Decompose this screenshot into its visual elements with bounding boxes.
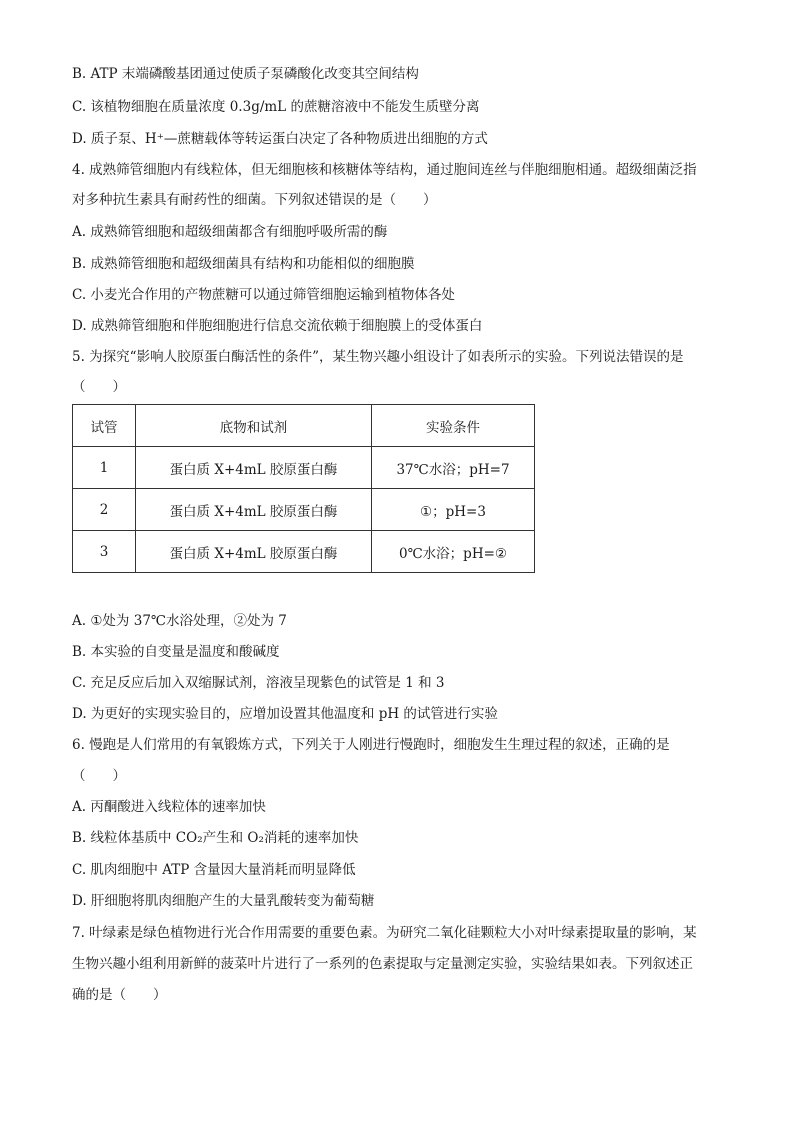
q7-stem-line1: 7. 叶绿素是绿色植物进行光合作用需要的重要色素。为研究二氧化硅颗粒大小对叶绿素提取量的影响，某 <box>72 925 697 941</box>
q6-option-b: B. 线粒体基质中 CO₂产生和 O₂消耗的速率加快 <box>72 830 359 846</box>
table-cell: 蛋白质 X+4mL 胶原蛋白酶 <box>136 489 372 531</box>
q5-option-a: A. ①处为 37℃水浴处理，②处为 7 <box>72 613 287 629</box>
table-cell: 37℃水浴；pH=7 <box>372 447 535 489</box>
table-cell: 0℃水浴；pH=② <box>372 531 535 573</box>
q7-stem-line3: 确的是（ ） <box>72 987 167 1003</box>
table-cell: 1 <box>73 447 136 489</box>
q5-option-d: D. 为更好的实现实验目的，应增加设置其他温度和 pH 的试管进行实验 <box>72 706 498 722</box>
table-header-cell: 实验条件 <box>372 405 535 447</box>
table-header-row <box>73 405 535 447</box>
q4-option-d: D. 成熟筛管细胞和伴胞细胞进行信息交流依赖于细胞膜上的受体蛋白 <box>72 318 483 334</box>
q6-option-c: C. 肌肉细胞中 ATP 含量因大量消耗而明显降低 <box>72 862 356 878</box>
q4-option-c: C. 小麦光合作用的产物蔗糖可以通过筛管细胞运输到植物体各处 <box>72 287 455 303</box>
table-row <box>73 447 535 489</box>
q6-stem-line1: 6. 慢跑是人们常用的有氧锻炼方式，下列关于人刚进行慢跑时，细胞发生生理过程的叙述，正确的是 <box>72 737 670 753</box>
prev-option-b: B. ATP 末端磷酸基团通过使质子泵磷酸化改变其空间结构 <box>72 66 419 82</box>
q6-stem-line2: （ ） <box>72 768 126 784</box>
q6-option-d: D. 肝细胞将肌肉细胞产生的大量乳酸转变为葡萄糖 <box>72 893 375 909</box>
table-header-cell: 底物和试剂 <box>136 405 372 447</box>
table-cell: 蛋白质 X+4mL 胶原蛋白酶 <box>136 531 372 573</box>
prev-option-c: C. 该植物细胞在质量浓度 0.3g/mL 的蔗糖溶液中不能发生质壁分离 <box>72 99 480 115</box>
q6-option-a: A. 丙酮酸进入线粒体的速率加快 <box>72 799 266 815</box>
table-cell: 3 <box>73 531 136 573</box>
q5-stem-line1: 5. 为探究“影响人胶原蛋白酶活性的条件”，某生物兴趣小组设计了如表所示的实验。下列说法错误的是 <box>72 349 684 365</box>
q4-stem-line1: 4. 成熟筛管细胞内有线粒体，但无细胞核和核糖体等结构，通过胞间连丝与伴胞细胞相通。超级细菌泛指 <box>72 162 697 178</box>
table-cell: 蛋白质 X+4mL 胶原蛋白酶 <box>136 447 372 489</box>
table-cell: ①；pH=3 <box>372 489 535 531</box>
q4-stem-line2: 对多种抗生素具有耐药性的细菌。下列叙述错误的是（ ） <box>72 192 437 208</box>
q5-stem-line2: （ ） <box>72 379 126 395</box>
q4-option-b: B. 成熟筛管细胞和超级细菌具有结构和功能相似的细胞膜 <box>72 256 415 272</box>
table-cell: 2 <box>73 489 136 531</box>
table-header-cell: 试管 <box>73 405 136 447</box>
q5-option-c: C. 充足反应后加入双缩脲试剂，溶液呈现紫色的试管是 1 和 3 <box>72 675 445 691</box>
q5-experiment-table <box>72 404 535 573</box>
table-row <box>73 531 535 573</box>
q7-stem-line2: 生物兴趣小组利用新鲜的菠菜叶片进行了一系列的色素提取与定量测定实验，实验结果如表。下列叙述正 <box>72 956 693 972</box>
q5-option-b: B. 本实验的自变量是温度和酸碱度 <box>72 644 280 660</box>
q4-option-a: A. 成熟筛管细胞和超级细菌都含有细胞呼吸所需的酶 <box>72 224 388 240</box>
table-row <box>73 489 535 531</box>
prev-option-d: D. 质子泵、H⁺—蔗糖载体等转运蛋白决定了各种物质进出细胞的方式 <box>72 131 488 147</box>
